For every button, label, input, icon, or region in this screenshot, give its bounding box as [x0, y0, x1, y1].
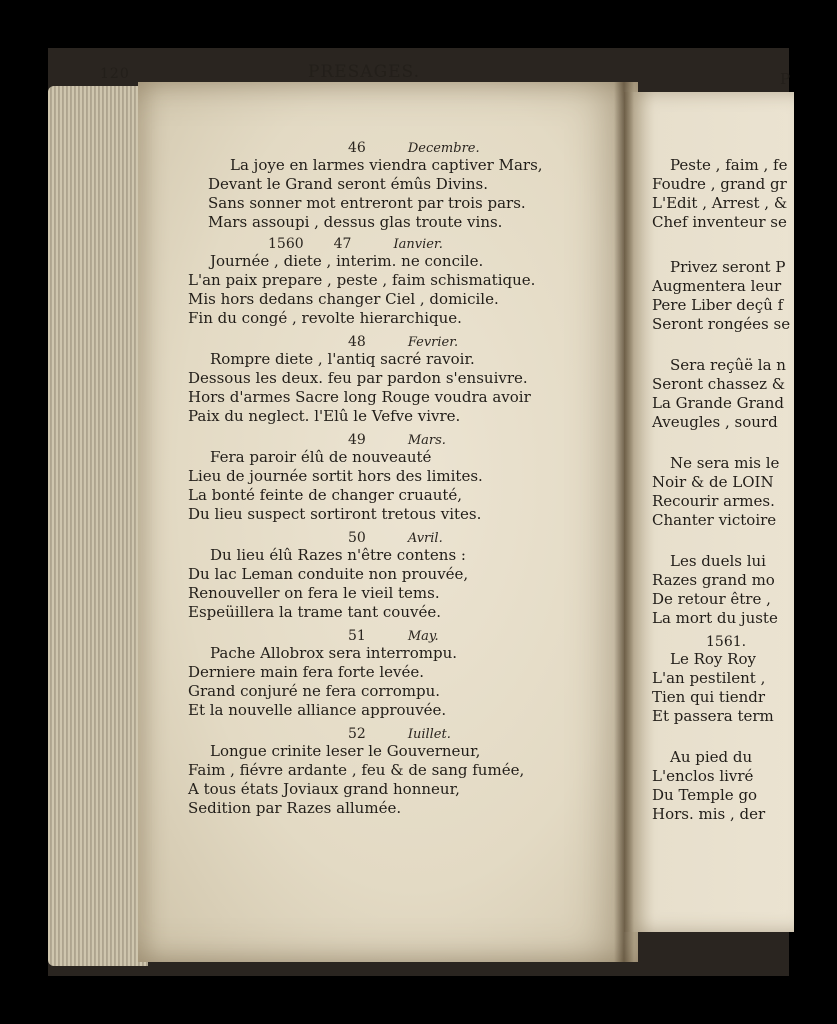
right-quatrain-verse [652, 650, 774, 726]
running-title: PRESAGES. [308, 62, 421, 82]
verse-line: Du lieu suspect sortiront tretous vites. [188, 505, 482, 523]
verse-line: A tous états Joviaux grand honneur, [188, 780, 460, 798]
quatrain-number: 50 [348, 530, 366, 546]
verse-line: Devant le Grand seront émûs Divins. [208, 175, 489, 193]
verse-line: Lieu de journée sortit hors des limites. [188, 467, 483, 485]
verse-line: L'an pestilent , [652, 669, 766, 687]
verse-line: Paix du neglect. l'Elû le Vefve vivre. [188, 407, 461, 425]
verse-line: Privez seront P [670, 258, 786, 276]
verse-line: Le Roy Roy [670, 650, 756, 668]
quatrain-number: 52 [348, 726, 366, 742]
right-quatrain-verse [652, 454, 779, 530]
verse-line: Pache Allobrox sera interrompu. [210, 644, 458, 662]
verse-line: Foudre , grand gr [652, 175, 787, 193]
month-label: Fevrier. [407, 335, 459, 350]
right-quatrain-verse [652, 156, 787, 232]
verse-line: Renouveller on fera le vieil tems. [188, 584, 440, 602]
verse-line: Derniere main fera forte levée. [188, 663, 425, 681]
verse-line: Augmentera leur [652, 277, 782, 295]
verse-line: Et passera term [652, 707, 774, 725]
verse-line: Longue crinite leser le Gouverneur, [210, 742, 481, 760]
verse-line: Sans sonner mot entreront par trois pars. [208, 194, 526, 212]
right-page-text-clip [576, 44, 791, 884]
verse-line: Faim , fiévre ardante , feu & de sang fumée, [188, 761, 525, 779]
verse-line: La joye en larmes viendra captiver Mars, [230, 156, 543, 174]
verse-line: Seront chassez & [652, 375, 786, 393]
verse-line: Du Temple go [652, 786, 758, 804]
verse-line: Ne sera mis le [670, 454, 780, 472]
right-quatrain-verse [652, 356, 786, 432]
verse-line: Chanter victoire [652, 511, 777, 529]
quatrain-number: 49 [348, 432, 366, 448]
verse-line: Razes grand mo [652, 571, 775, 589]
verse-line: Pere Liber deçû f [652, 296, 784, 314]
verse-line: Les duels lui [670, 552, 766, 570]
verse-line: Mis hors dedans changer Ciel , domicile. [188, 290, 499, 308]
month-label: Iuillet. [407, 727, 451, 742]
verse-line: La Grande Grand [652, 394, 785, 412]
verse-line: Hors d'armes Sacre long Rouge voudra avoir [188, 388, 531, 406]
quatrain-number: 47 [333, 236, 352, 252]
verse-line: Espeüillera la trame tant couvée. [188, 603, 441, 621]
verse-line: La bonté feinte de changer cruauté, [188, 486, 463, 504]
verse-line: Seront rongées se [652, 315, 791, 333]
verse-line: Aveugles , sourd [652, 413, 778, 431]
verse-line: Rompre diete , l'antiq sacré ravoir. [210, 350, 475, 368]
right-quatrain-verse [652, 258, 790, 334]
verse-line: Sera reçûë la n [670, 356, 786, 374]
verse-line: Du lac Leman conduite non prouvée, [188, 565, 469, 583]
month-label: Avril. [407, 531, 443, 546]
verse-line: Grand conjuré ne fera corrompu. [188, 682, 441, 700]
verse-line: Au pied du [670, 748, 753, 766]
verse-line: Dessous les deux. feu par pardon s'ensuivre. [188, 369, 528, 387]
verse-line: De retour être , [652, 590, 771, 608]
verse-line: L'enclos livré [652, 767, 754, 785]
right-year-marker: 1561. [706, 634, 747, 650]
quatrain-number: 48 [348, 334, 366, 350]
verse-line: Noir & de LOIN [652, 473, 774, 491]
quatrain-number: 51 [348, 628, 366, 644]
quatrain-number: 46 [348, 140, 366, 156]
verse-line: Peste , faim , fe [670, 156, 788, 174]
verse-line: Journée , diete , interim. ne concile. [210, 252, 484, 270]
right-running-title: P [780, 70, 791, 88]
page-number: 120 [100, 66, 130, 82]
month-label: Ianvier. [393, 237, 443, 252]
verse-line: Tien qui tiendr [652, 688, 766, 706]
month-label: Mars. [407, 433, 446, 448]
verse-line: Et la nouvelle alliance approuvée. [188, 701, 447, 719]
month-label: Decembre. [407, 141, 480, 156]
verse-line: Recourir armes. [652, 492, 775, 510]
verse-line: La mort du juste [652, 609, 778, 627]
verse-line: Du lieu élû Razes n'être contens : [210, 546, 466, 564]
verse-line: Mars assoupi , dessus glas troute vins. [208, 213, 503, 231]
right-quatrain-verse [652, 748, 765, 824]
verse-line: Sedition par Razes allumée. [188, 799, 402, 817]
right-quatrain-verse [652, 552, 778, 628]
verse-line: Chef inventeur se [652, 213, 787, 231]
verse-line: Fin du congé , revolte hierarchique. [188, 309, 462, 327]
month-label: May. [407, 629, 439, 644]
verse-line: Fera paroir élû de nouveauté [210, 448, 432, 466]
verse-line: L'Edit , Arrest , & [652, 194, 788, 212]
year-marker: 1560 [268, 236, 304, 252]
verse-line: L'an paix prepare , peste , faim schismatique. [188, 271, 536, 289]
verse-line: Hors. mis , der [652, 805, 766, 823]
